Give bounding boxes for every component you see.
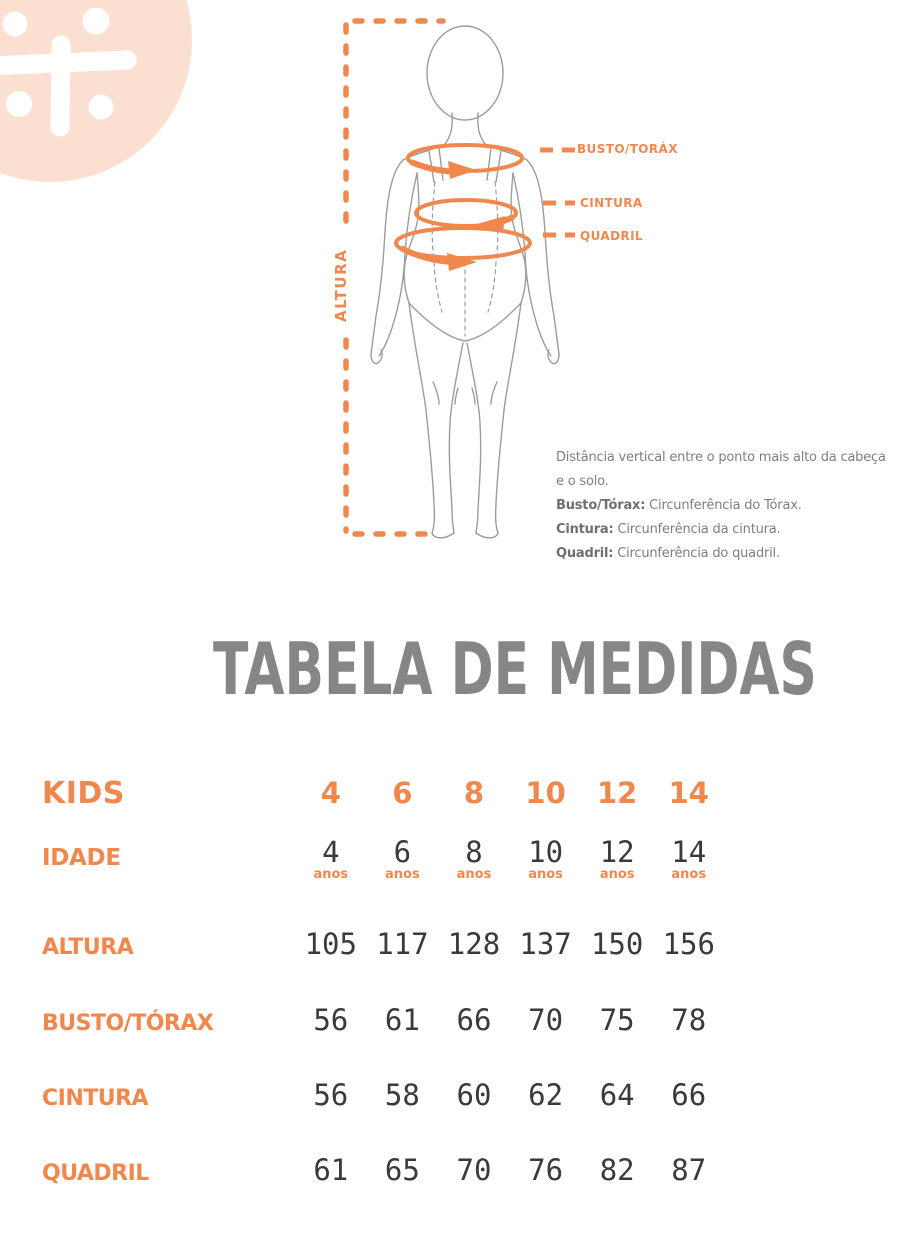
size-header: 12 xyxy=(596,776,638,810)
table-cell: 117 xyxy=(376,927,429,961)
size-header: 6 xyxy=(392,776,413,810)
table-cell: 156 xyxy=(662,927,715,961)
table-row-altura xyxy=(42,927,742,961)
age-value: 4 xyxy=(322,835,340,869)
age-unit: anos xyxy=(456,867,492,882)
bust-measure-arrow-icon xyxy=(408,145,522,179)
legend-desc: Circunferência do Tórax. xyxy=(645,498,802,513)
legend-desc: Circunferência da cintura. xyxy=(613,522,781,537)
table-cell xyxy=(367,835,439,884)
brand-button-logo-icon xyxy=(0,0,200,195)
legend-line-cintura xyxy=(556,518,886,542)
hip-measure-label: QUADRIL xyxy=(580,229,643,243)
table-cell: 150 xyxy=(590,927,644,961)
table-cell: 75 xyxy=(599,1003,635,1037)
table-cell: 87 xyxy=(671,1153,707,1187)
table-cell: 56 xyxy=(313,1003,349,1037)
age-unit: anos xyxy=(671,867,707,882)
age-value: 14 xyxy=(671,835,707,869)
legend-term: Quadril: xyxy=(556,546,614,561)
table-cell: 76 xyxy=(528,1153,564,1187)
table-cell: 61 xyxy=(384,1003,420,1037)
table-cell: 137 xyxy=(519,927,572,961)
table-cell xyxy=(653,835,725,884)
waist-measure-label: CINTURA xyxy=(580,196,643,210)
row-label: BUSTO/TÓRAX xyxy=(42,1011,214,1036)
size-header: 8 xyxy=(463,776,485,810)
table-cell: 65 xyxy=(384,1153,420,1187)
page-title: TABELA DE MEDIDAS xyxy=(213,627,817,711)
age-value: 12 xyxy=(599,835,635,869)
age-unit: anos xyxy=(528,867,563,882)
table-row-cintura xyxy=(42,1078,742,1112)
table-row-idade xyxy=(42,835,742,884)
table-cell: 60 xyxy=(456,1078,492,1112)
table-cell: 58 xyxy=(384,1078,420,1112)
size-header: 4 xyxy=(320,776,341,810)
legend-line-altura: Distância vertical entre o ponto mais alto da cabeça e o solo. xyxy=(556,450,886,489)
age-unit: anos xyxy=(313,867,349,882)
age-value: 8 xyxy=(465,835,483,869)
table-header-row xyxy=(42,776,742,811)
table-cell xyxy=(510,835,582,884)
label-leader-dashes xyxy=(540,150,575,235)
bust-measure-label: BUSTO/TORÁX xyxy=(577,142,678,156)
age-value: 6 xyxy=(393,835,412,869)
size-header: 10 xyxy=(525,776,566,810)
table-cell xyxy=(581,835,653,884)
row-label: IDADE xyxy=(42,845,121,871)
measurement-legend xyxy=(556,446,886,566)
row-label: CINTURA xyxy=(42,1086,149,1111)
table-cell: 56 xyxy=(313,1078,349,1112)
legend-term: Busto/Tórax: xyxy=(556,498,646,513)
mannequin-figure xyxy=(371,26,559,538)
age-unit: anos xyxy=(385,867,420,882)
size-header: 14 xyxy=(668,776,709,810)
legend-line-busto xyxy=(556,494,886,518)
legend-term: Cintura: xyxy=(556,522,614,537)
table-cell: 70 xyxy=(528,1003,564,1037)
table-row-busto-torax xyxy=(42,1003,742,1037)
table-cell: 64 xyxy=(599,1078,635,1112)
legend-desc: Circunferência do quadril. xyxy=(613,546,780,561)
table-cell: 128 xyxy=(447,927,501,961)
table-cell: 78 xyxy=(671,1003,707,1037)
table-cell: 105 xyxy=(304,927,357,961)
altura-axis-label: ALTURA xyxy=(332,248,350,322)
table-cell: 62 xyxy=(528,1078,564,1112)
age-value: 10 xyxy=(528,835,564,869)
hip-measure-arrow-icon xyxy=(396,228,530,271)
age-unit: anos xyxy=(599,867,635,882)
table-cell xyxy=(438,835,510,884)
table-row-quadril xyxy=(42,1153,742,1187)
row-label: ALTURA xyxy=(42,935,134,960)
table-cell: 82 xyxy=(599,1153,635,1187)
table-cell: 66 xyxy=(671,1078,707,1112)
row-label: QUADRIL xyxy=(42,1161,149,1186)
table-cell: 66 xyxy=(456,1003,492,1037)
legend-line-quadril xyxy=(556,542,886,566)
group-label: KIDS xyxy=(42,776,125,811)
mannequin-diagram xyxy=(335,10,585,545)
table-cell: 70 xyxy=(456,1153,492,1187)
table-cell: 61 xyxy=(313,1153,349,1187)
table-cell xyxy=(295,835,367,884)
